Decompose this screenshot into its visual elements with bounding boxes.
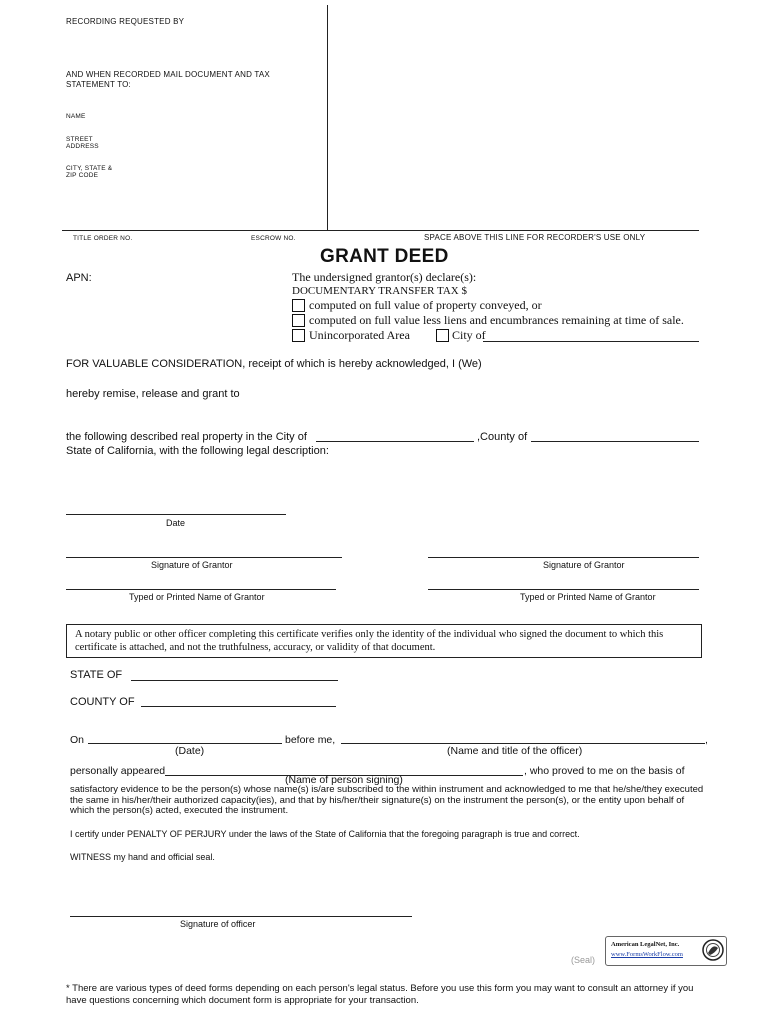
less-liens-checkbox[interactable]: [292, 314, 305, 327]
american-legalnet-logo: [605, 936, 727, 966]
seal-label: (Seal): [571, 955, 596, 965]
city-checkbox[interactable]: [436, 329, 449, 342]
county-of-label: COUNTY OF: [70, 696, 135, 708]
property-city-field[interactable]: [316, 441, 474, 442]
witness-text: WITNESS my hand and official seal.: [70, 852, 215, 862]
apn-label: APN:: [66, 272, 92, 284]
state-of-field[interactable]: [131, 680, 338, 681]
satisfactory-evidence-text: satisfactory evidence to be the person(s) whose name(s) is/are subscribed to the within instrument and acknowledged to me that he/she/they executed the same in his/her/their authorized capacity(ies), and that by his/her/their signature(s) on the instrument the person(s), or the entity upon behalf of which the person(s) acted, executed the instrument.: [70, 784, 704, 816]
transfer-tax-label: DOCUMENTARY TRANSFER TAX $: [292, 285, 467, 297]
city-of-field[interactable]: [483, 341, 699, 342]
consideration-text: FOR VALUABLE CONSIDERATION, receipt of which is hereby acknowledged, I (We): [66, 358, 482, 370]
property-city-text: the following described real property in the City of: [66, 431, 307, 443]
notary-disclaimer-text: A notary public or other officer completing this certificate verifies only the identity of the individual who signed the document to which this certificate is attached, and not the truthfulness, accuracy, or validity of that document.: [75, 629, 664, 653]
remise-text: hereby remise, release and grant to: [66, 388, 240, 400]
penalty-text: I certify under PENALTY OF PERJURY under the laws of the State of California that the foregoing paragraph is true and correct.: [70, 829, 580, 839]
street-label-1: STREET: [66, 136, 93, 143]
officer-signature-caption: Signature of officer: [180, 919, 256, 929]
proved-basis-text: , who proved to me on the basis of: [524, 765, 685, 777]
title-order-no-label: TITLE ORDER NO.: [73, 235, 133, 242]
recording-requested-by: RECORDING REQUESTED BY: [66, 17, 185, 26]
full-value-option: computed on full value of property conveyed, or: [309, 298, 542, 312]
header-vertical-divider: [327, 5, 328, 230]
recorder-space-label: SPACE ABOVE THIS LINE FOR RECORDER'S USE ONLY: [424, 233, 646, 242]
street-label-2: ADDRESS: [66, 143, 99, 150]
date-line[interactable]: [66, 514, 286, 515]
unincorporated-option: Unincorporated Area: [309, 328, 410, 342]
legal-description-text: State of California, with the following legal description:: [66, 445, 329, 457]
less-liens-option: computed on full value less liens and encumbrances remaining at time of sale.: [309, 313, 684, 327]
county-label: ,County of: [477, 431, 528, 443]
printed-name-caption-1: Typed or Printed Name of Grantor: [129, 592, 265, 602]
before-me-label: before me,: [285, 734, 336, 746]
officer-name-field[interactable]: [341, 743, 705, 744]
city-label-2: ZIP CODE: [66, 172, 99, 179]
unincorporated-checkbox[interactable]: [292, 329, 305, 342]
recorder-line: [62, 230, 699, 231]
logo-url: www.FormsWorkFlow.com: [611, 951, 683, 958]
officer-signature-line[interactable]: [70, 916, 412, 917]
on-label: On: [70, 734, 85, 746]
date-field-caption: (Date): [175, 745, 205, 757]
page-title: GRANT DEED: [320, 246, 449, 267]
logo-company: American LegalNet, Inc.: [611, 941, 680, 948]
footer-note: * There are various types of deed forms depending on each person's legal status. Before you use this form you may want to consult an attorney if you have questions concerning which document form is appropriate for your transaction.: [66, 983, 694, 1006]
notary-disclaimer-box: [66, 624, 702, 658]
notary-date-field[interactable]: [88, 743, 282, 744]
county-of-field[interactable]: [141, 706, 336, 707]
printed-name-caption-2: Typed or Printed Name of Grantor: [520, 592, 656, 602]
escrow-no-label: ESCROW NO.: [251, 235, 296, 242]
grantor-signature-caption-1: Signature of Grantor: [151, 560, 233, 570]
name-label: NAME: [66, 113, 86, 120]
printed-name-line-1[interactable]: [66, 589, 336, 590]
grantor-signature-line-1[interactable]: [66, 557, 342, 558]
full-value-checkbox[interactable]: [292, 299, 305, 312]
date-caption: Date: [166, 518, 186, 528]
grantor-signature-line-2[interactable]: [428, 557, 699, 558]
grantor-declares: The undersigned grantor(s) declare(s):: [292, 270, 477, 284]
state-of-label: STATE OF: [70, 669, 123, 681]
officer-field-caption: (Name and title of the officer): [447, 745, 583, 757]
mail-to-label: AND WHEN RECORDED MAIL DOCUMENT AND TAX STATEMENT TO:: [66, 70, 270, 89]
officer-comma: ,: [705, 734, 708, 746]
city-label-1: CITY, STATE &: [66, 165, 113, 172]
person-signing-caption: (Name of person signing): [285, 774, 403, 786]
county-field[interactable]: [531, 441, 699, 442]
city-option: City of: [452, 328, 486, 342]
printed-name-line-2[interactable]: [428, 589, 699, 590]
grantor-signature-caption-2: Signature of Grantor: [543, 560, 625, 570]
personally-appeared-label: personally appeared: [70, 765, 166, 777]
logo-emblem-icon: [702, 939, 724, 961]
